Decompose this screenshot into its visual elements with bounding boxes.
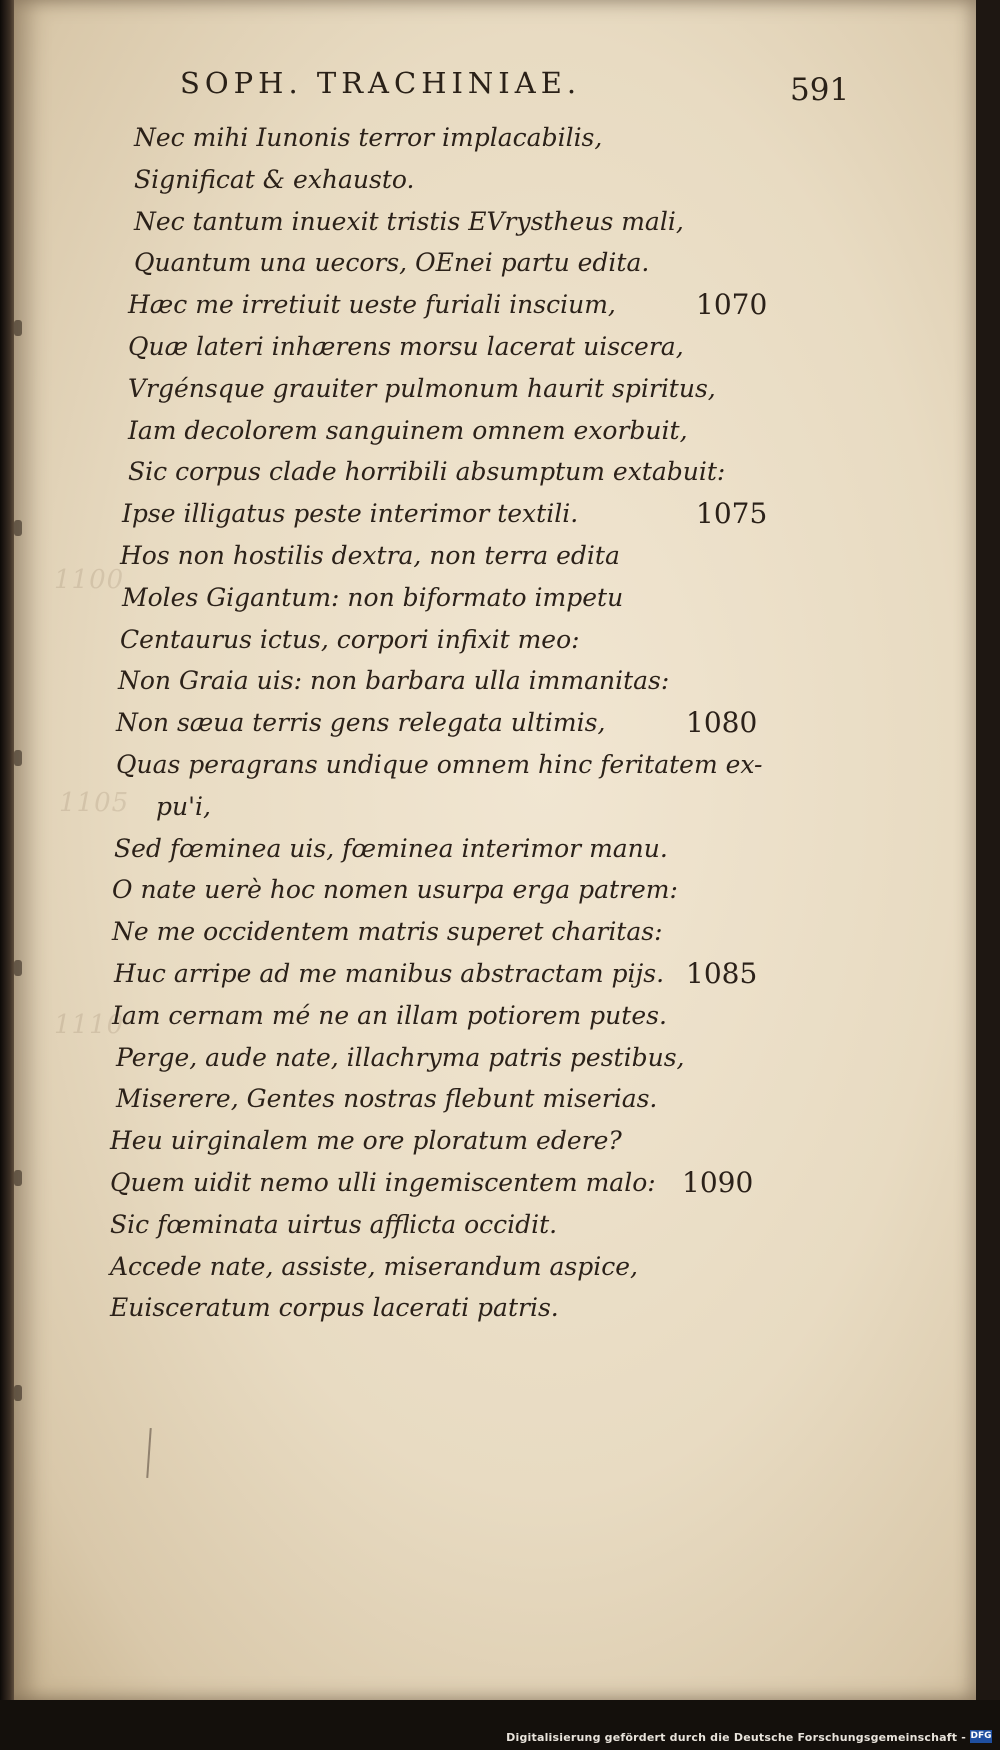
verse-text: Quantum una uecors, OEnei partu edita. xyxy=(134,248,650,278)
page-number: 591 xyxy=(790,72,850,108)
verse-text: Euisceratum corpus lacerati patris. xyxy=(110,1293,559,1323)
verse-line xyxy=(110,869,890,911)
verse-line xyxy=(110,660,890,702)
verse-line xyxy=(110,1162,890,1204)
verse-text: Perge, aude nate, illachryma patris pestibus, xyxy=(116,1042,685,1072)
verse-text: Iam cernam mé ne an illam potiorem putes. xyxy=(112,1000,667,1030)
line-number: 1085 xyxy=(686,956,758,990)
verse-text-block xyxy=(110,117,890,1329)
facing-page-mark xyxy=(14,320,22,336)
line-number: 1075 xyxy=(696,497,768,531)
verse-line xyxy=(110,702,890,744)
verse-text: Vrgénsque grauiter pulmonum haurit spiritus, xyxy=(128,373,716,403)
verse-text: Ipse illigatus peste interimor textili. xyxy=(122,499,579,529)
verse-line xyxy=(110,1120,890,1162)
facing-page-mark xyxy=(14,1385,22,1401)
verse-line xyxy=(110,1246,890,1288)
verse-line xyxy=(110,1037,890,1079)
verse-text: Miserere, Gentes nostras flebunt miserias. xyxy=(116,1084,658,1114)
verse-line xyxy=(110,410,890,452)
line-number: 1090 xyxy=(682,1165,754,1199)
verse-text: Moles Gigantum: non biformato impetu xyxy=(122,582,624,612)
verse-line xyxy=(110,368,890,410)
verse-line xyxy=(110,326,890,368)
verse-text: Sed fœminea uis, fœminea interimor manu. xyxy=(114,833,668,863)
verse-line xyxy=(110,201,890,243)
verse-text: Non Graia uis: non barbara ulla immanitas: xyxy=(118,666,670,696)
running-title: SOPH. TRACHINIAE. xyxy=(180,66,582,100)
verse-line xyxy=(110,451,890,493)
facing-page-mark xyxy=(14,750,22,766)
verse-text: Iam decolorem sanguinem omnem exorbuit, xyxy=(128,415,688,445)
verse-text: O nate uerè hoc nomen usurpa erga patrem: xyxy=(112,875,678,905)
dfg-logo: DFG xyxy=(970,1731,992,1741)
verse-text: Sic fœminata uirtus afflicta occidit. xyxy=(110,1209,558,1239)
verse-line xyxy=(110,1078,890,1120)
verse-text: Huc arripe ad me manibus abstractam pijs. xyxy=(114,958,665,988)
verse-line xyxy=(110,577,890,619)
book-page xyxy=(14,0,976,1700)
verse-line xyxy=(110,619,890,661)
pencil-mark xyxy=(146,1428,151,1478)
verse-text: Significat & exhausto. xyxy=(134,164,415,194)
verse-line xyxy=(110,117,890,159)
bleed-through-number: 1100 xyxy=(54,565,125,595)
verse-line xyxy=(110,159,890,201)
verse-text: Non sæua terris gens relegata ultimis, xyxy=(116,708,606,738)
line-number: 1080 xyxy=(686,706,758,740)
verse-line xyxy=(110,953,890,995)
verse-text: Accede nate, assiste, miserandum aspice, xyxy=(110,1251,638,1281)
verse-text: Centaurus ictus, corpori infixit meo: xyxy=(120,624,580,654)
line-number: 1070 xyxy=(696,288,768,322)
verse-line xyxy=(110,995,890,1037)
verse-text: Heu uirginalem me ore ploratum edere? xyxy=(110,1126,622,1156)
verse-line xyxy=(110,1287,890,1329)
verse-text: Hæc me irretiuit ueste furiali inscium, xyxy=(128,290,616,320)
verse-text: Sic corpus clade horribili absumptum extabuit: xyxy=(128,457,726,487)
facing-page-mark xyxy=(14,1170,22,1186)
verse-text: Quem uidit nemo ulli ingemiscentem malo: xyxy=(110,1167,656,1197)
bleed-through-number: 1105 xyxy=(59,788,130,818)
verse-line xyxy=(110,744,890,786)
verse-text: Quas peragrans undique omnem hinc feritatem ex- xyxy=(116,749,763,779)
verse-text: Quæ lateri inhærens morsu lacerat uiscera, xyxy=(128,331,684,361)
bleed-through-number: 1110 xyxy=(54,1010,125,1040)
funding-credit: Digitalisierung gefördert durch die Deutsche Forschungsgemeinschaft - xyxy=(506,1731,966,1744)
verse-line xyxy=(110,1204,890,1246)
verse-line xyxy=(110,493,890,535)
verse-line xyxy=(110,786,890,828)
verse-text: Nec tantum inuexit tristis EVrystheus mali, xyxy=(134,206,684,236)
verse-line xyxy=(110,284,890,326)
verse-text: pu'i, xyxy=(156,791,211,821)
verse-line xyxy=(110,242,890,284)
verse-text: Ne me occidentem matris superet charitas: xyxy=(112,917,663,947)
verse-line xyxy=(110,535,890,577)
verse-line xyxy=(110,828,890,870)
verse-text: Nec mihi Iunonis terror implacabilis, xyxy=(134,123,603,152)
facing-page-mark xyxy=(14,960,22,976)
verse-line xyxy=(110,911,890,953)
facing-page-mark xyxy=(14,520,22,536)
verse-text: Hos non hostilis dextra, non terra edita xyxy=(120,540,620,570)
